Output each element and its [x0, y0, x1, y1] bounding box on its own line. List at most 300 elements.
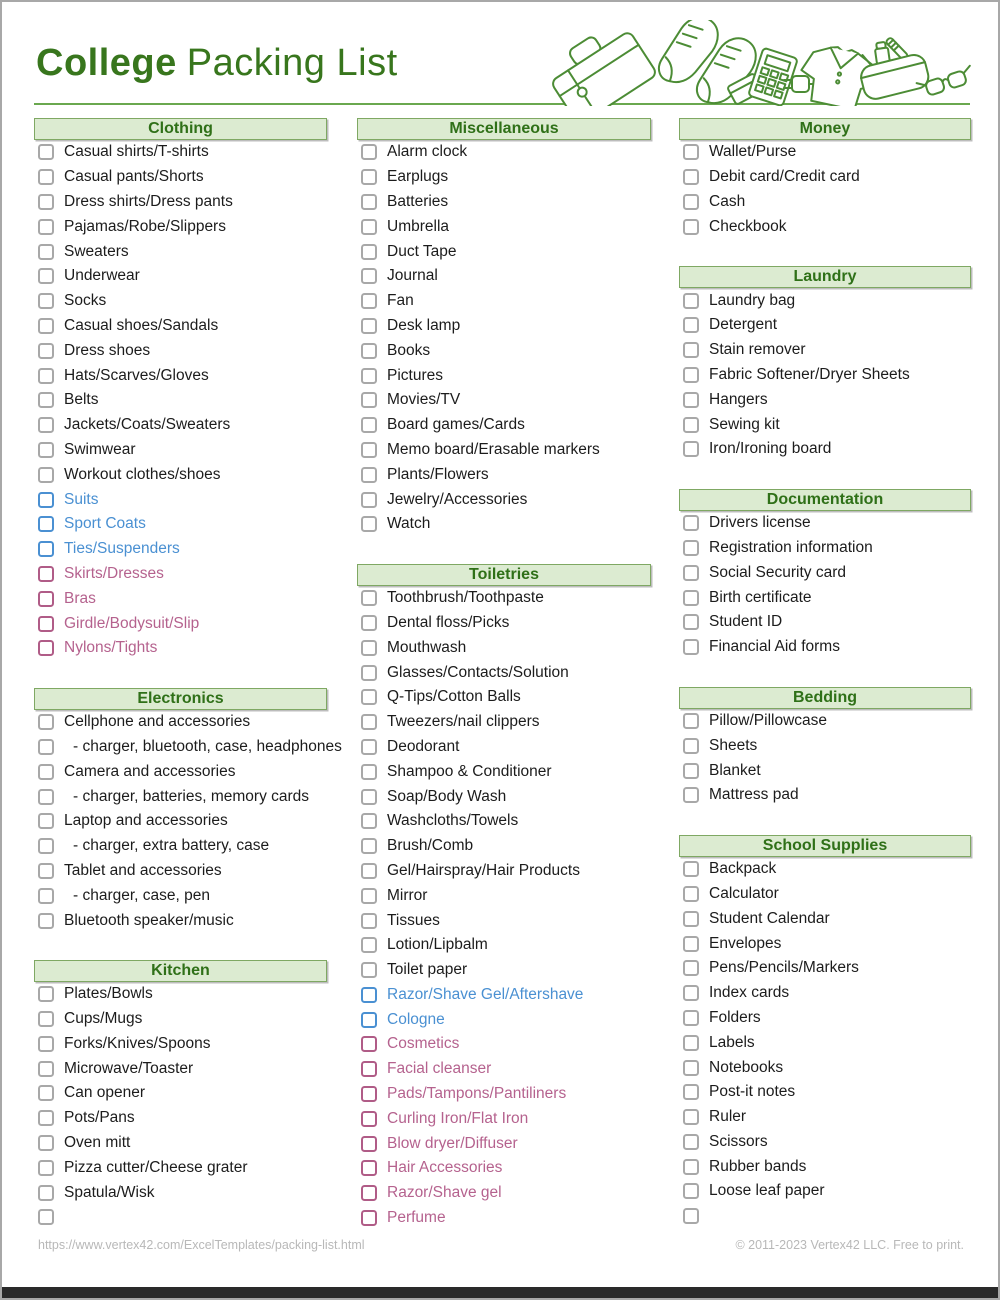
- item-label: Hair Accessories: [387, 1159, 503, 1177]
- item-label: Ruler: [709, 1108, 747, 1126]
- item-checkbox[interactable]: [361, 1036, 377, 1052]
- item-label: Scissors: [709, 1132, 768, 1150]
- item-label: Casual pants/Shorts: [64, 168, 204, 186]
- item-checkbox[interactable]: [38, 268, 54, 284]
- section-title: Laundry: [793, 268, 857, 286]
- checklist-item: [679, 437, 971, 462]
- item-checkbox[interactable]: [38, 318, 54, 334]
- item-label: Can opener: [64, 1084, 146, 1102]
- item-checkbox[interactable]: [38, 492, 54, 508]
- item-label: Batteries: [387, 192, 449, 210]
- item-checkbox[interactable]: [38, 467, 54, 483]
- item-label: Sweaters: [64, 242, 129, 260]
- item-checkbox[interactable]: [361, 244, 377, 260]
- item-checkbox[interactable]: [683, 565, 699, 581]
- item-checkbox[interactable]: [361, 937, 377, 953]
- item-checkbox[interactable]: [683, 515, 699, 531]
- section-laundry: [679, 266, 971, 462]
- item-checkbox[interactable]: [683, 1183, 699, 1199]
- checklist-item: [357, 635, 651, 660]
- item-checkbox[interactable]: [361, 987, 377, 1003]
- item-label: Lotion/Lipbalm: [387, 936, 488, 954]
- checklist-item: [357, 487, 651, 512]
- checklist-item: [357, 512, 651, 537]
- item-checkbox[interactable]: [361, 590, 377, 606]
- checklist-item: [34, 1180, 327, 1205]
- item-label: Nylons/Tights: [64, 639, 158, 657]
- checklist-item: [679, 635, 971, 660]
- item-checkbox[interactable]: [38, 913, 54, 929]
- checklist-item: [34, 982, 327, 1007]
- checklist-item: [34, 190, 327, 215]
- item-checkbox[interactable]: [683, 985, 699, 1001]
- item-checkbox[interactable]: [38, 616, 54, 632]
- item-checkbox[interactable]: [38, 244, 54, 260]
- checklist-item: [679, 536, 971, 561]
- checklist-item: [679, 1006, 971, 1031]
- item-checkbox[interactable]: [361, 219, 377, 235]
- checklist-item: [34, 611, 327, 636]
- checklist-item: [357, 883, 651, 908]
- item-label: Washcloths/Towels: [387, 812, 519, 830]
- item-label: Registration information: [709, 538, 873, 556]
- section-title: Miscellaneous: [449, 120, 559, 137]
- section-miscellaneous: [357, 118, 651, 537]
- item-checkbox[interactable]: [38, 442, 54, 458]
- checklist-item: [357, 784, 651, 809]
- item-checkbox[interactable]: [361, 665, 377, 681]
- item-label: Toilet paper: [387, 961, 468, 979]
- item-label: Mouthwash: [387, 638, 467, 656]
- item-label: Fabric Softener/Dryer Sheets: [709, 365, 910, 383]
- footer-url: https://www.vertex42.com/ExcelTemplates/packing-list.html: [38, 1238, 365, 1252]
- item-label: - charger, bluetooth, case, headphones: [73, 737, 342, 755]
- item-label: Calculator: [709, 884, 779, 902]
- page-title: [36, 42, 398, 85]
- checklist-item: [679, 956, 971, 981]
- checklist-item: [357, 611, 651, 636]
- item-checkbox[interactable]: [38, 1135, 54, 1151]
- item-checkbox[interactable]: [38, 368, 54, 384]
- item-checkbox[interactable]: [38, 1036, 54, 1052]
- checklist-item: [357, 1082, 651, 1107]
- item-label: Blanket: [709, 761, 761, 779]
- checklist-item: [34, 239, 327, 264]
- item-label: - charger, extra battery, case: [73, 837, 270, 855]
- item-checkbox[interactable]: [361, 1111, 377, 1127]
- item-checkbox[interactable]: [38, 813, 54, 829]
- item-checkbox[interactable]: [683, 540, 699, 556]
- item-label: Financial Aid forms: [709, 638, 840, 656]
- checklist-item: [679, 981, 971, 1006]
- checklist-item: [357, 586, 651, 611]
- item-checkbox[interactable]: [38, 714, 54, 730]
- checklist-item: [34, 140, 327, 165]
- item-checkbox[interactable]: [683, 936, 699, 952]
- item-label: Cologne: [387, 1010, 445, 1028]
- item-checkbox[interactable]: [38, 764, 54, 780]
- section-electronics: [34, 688, 342, 933]
- checklist-item: [679, 288, 971, 313]
- item-label: Q-Tips/Cotton Balls: [387, 688, 521, 706]
- item-checkbox[interactable]: [38, 1185, 54, 1201]
- checklist-item: [34, 809, 327, 834]
- checklist-item: [357, 140, 651, 165]
- checklist-item-empty: [34, 1205, 327, 1230]
- item-checkbox[interactable]: [361, 1160, 377, 1176]
- item-checkbox[interactable]: [361, 789, 377, 805]
- item-label: Tablet and accessories: [64, 861, 222, 879]
- item-label: Dental floss/Picks: [387, 613, 510, 631]
- item-label: Microwave/Toaster: [64, 1059, 194, 1077]
- section-kitchen: [34, 960, 327, 1230]
- footer-copyright: © 2011-2023 Vertex42 LLC. Free to print.: [735, 1238, 964, 1252]
- checklist-item: [34, 1056, 327, 1081]
- checklist-item: [357, 983, 651, 1008]
- section-title: Bedding: [793, 688, 857, 706]
- item-checkbox[interactable]: [683, 787, 699, 803]
- item-checkbox[interactable]: [38, 144, 54, 160]
- item-label: Wallet/Purse: [709, 143, 797, 161]
- item-checkbox[interactable]: [683, 1035, 699, 1051]
- checklist-item: [679, 882, 971, 907]
- item-checkbox[interactable]: [38, 343, 54, 359]
- checklist-item: [34, 314, 327, 339]
- item-label: Casual shoes/Sandals: [64, 316, 219, 334]
- item-checkbox[interactable]: [38, 863, 54, 879]
- checklist-item: [34, 1081, 327, 1106]
- item-checkbox[interactable]: [38, 392, 54, 408]
- column-middle: [357, 118, 651, 1257]
- item-checkbox[interactable]: [38, 986, 54, 1002]
- item-checkbox[interactable]: [38, 293, 54, 309]
- checklist-item: [679, 585, 971, 610]
- item-label: Birth certificate: [709, 588, 812, 606]
- item-checkbox[interactable]: [683, 886, 699, 902]
- item-label: Ties/Suspenders: [64, 540, 180, 558]
- item-checkbox[interactable]: [683, 293, 699, 309]
- item-label: Envelopes: [709, 934, 782, 952]
- checklist-item: [357, 1057, 651, 1082]
- item-label: Perfume: [387, 1209, 446, 1227]
- item-checkbox[interactable]: [361, 714, 377, 730]
- item-checkbox[interactable]: [683, 417, 699, 433]
- item-label: Duct Tape: [387, 242, 457, 260]
- checklist-item: [34, 1155, 327, 1180]
- item-label: Memo board/Erasable markers: [387, 440, 600, 458]
- checklist-item: [357, 289, 651, 314]
- item-label: Student ID: [709, 613, 783, 631]
- item-label: Pens/Pencils/Markers: [709, 959, 859, 977]
- checklist-item: [357, 834, 651, 859]
- item-checkbox[interactable]: [683, 194, 699, 210]
- item-checkbox[interactable]: [38, 516, 54, 532]
- section-header-clothing: [34, 118, 327, 140]
- item-label: Gel/Hairspray/Hair Products: [387, 861, 580, 879]
- item-checkbox[interactable]: [683, 960, 699, 976]
- item-label: Watch: [387, 515, 431, 533]
- item-label: Razor/Shave gel: [387, 1184, 502, 1202]
- item-label: - charger, case, pen: [73, 886, 210, 904]
- item-checkbox[interactable]: [38, 1110, 54, 1126]
- item-label: Camera and accessories: [64, 762, 236, 780]
- item-checkbox[interactable]: [361, 640, 377, 656]
- item-checkbox[interactable]: [361, 169, 377, 185]
- item-checkbox[interactable]: [361, 863, 377, 879]
- checklist-item: [34, 512, 327, 537]
- item-checkbox[interactable]: [361, 962, 377, 978]
- item-checkbox[interactable]: [361, 318, 377, 334]
- item-label: Belts: [64, 391, 99, 409]
- item-checkbox[interactable]: [683, 1010, 699, 1026]
- checklist-item: [357, 1181, 651, 1206]
- item-checkbox[interactable]: [683, 738, 699, 754]
- item-checkbox[interactable]: [361, 813, 377, 829]
- item-checkbox[interactable]: [683, 1109, 699, 1125]
- item-label: Umbrella: [387, 217, 450, 235]
- item-checkbox[interactable]: [361, 343, 377, 359]
- checklist-item: [34, 636, 327, 661]
- item-checkbox[interactable]: [361, 268, 377, 284]
- item-checkbox[interactable]: [683, 317, 699, 333]
- checklist-item: [357, 908, 651, 933]
- checklist-item: [679, 1030, 971, 1055]
- item-checkbox[interactable]: [683, 1060, 699, 1076]
- checklist-item: [357, 239, 651, 264]
- checklist-item: [357, 710, 651, 735]
- item-label: Jewelry/Accessories: [387, 490, 528, 508]
- item-checkbox[interactable]: [361, 467, 377, 483]
- item-label: Student Calendar: [709, 909, 830, 927]
- item-checkbox[interactable]: [38, 739, 54, 755]
- item-checkbox[interactable]: [683, 1208, 699, 1224]
- checklist-item: [357, 214, 651, 239]
- item-label: Pajamas/Robe/Slippers: [64, 217, 226, 235]
- checklist-item: [34, 438, 327, 463]
- item-checkbox[interactable]: [683, 441, 699, 457]
- item-label: Desk lamp: [387, 316, 461, 334]
- section-bedding: [679, 687, 971, 808]
- item-checkbox[interactable]: [683, 614, 699, 630]
- item-label: Casual shirts/T-shirts: [64, 143, 209, 161]
- item-checkbox[interactable]: [683, 392, 699, 408]
- checklist-item: [679, 709, 971, 734]
- section-toiletries: [357, 564, 651, 1231]
- item-label: Iron/Ironing board: [709, 440, 832, 458]
- item-checkbox[interactable]: [38, 838, 54, 854]
- item-checkbox[interactable]: [38, 566, 54, 582]
- item-checkbox[interactable]: [38, 591, 54, 607]
- item-checkbox[interactable]: [38, 1061, 54, 1077]
- checklist-item: [679, 511, 971, 536]
- checklist-item: [357, 1007, 651, 1032]
- section-header-bedding: [679, 687, 971, 709]
- item-checkbox[interactable]: [361, 615, 377, 631]
- item-checkbox[interactable]: [361, 516, 377, 532]
- item-label: Board games/Cards: [387, 416, 525, 434]
- checklist-item: [679, 931, 971, 956]
- section-title: Toiletries: [469, 565, 539, 583]
- section-header-money: [679, 118, 971, 140]
- item-checkbox[interactable]: [38, 1085, 54, 1101]
- checklist-item: [34, 586, 327, 611]
- checklist-electronics: [34, 710, 342, 933]
- item-label: Tweezers/nail clippers: [387, 713, 540, 731]
- item-checkbox[interactable]: [683, 861, 699, 877]
- item-label: Loose leaf paper: [709, 1182, 825, 1200]
- item-label: Alarm clock: [387, 143, 468, 161]
- checklist-item: [34, 363, 327, 388]
- checklist-item: [679, 1055, 971, 1080]
- item-label: Post-it notes: [709, 1083, 796, 1101]
- item-checkbox[interactable]: [683, 1159, 699, 1175]
- item-label: Pads/Tampons/Pantiliners: [387, 1085, 567, 1103]
- checklist-item: [679, 1154, 971, 1179]
- item-label: Cups/Mugs: [64, 1010, 143, 1028]
- item-checkbox[interactable]: [361, 194, 377, 210]
- item-checkbox[interactable]: [361, 1185, 377, 1201]
- item-checkbox[interactable]: [361, 913, 377, 929]
- item-checkbox[interactable]: [38, 541, 54, 557]
- section-title: Clothing: [148, 120, 213, 137]
- item-checkbox[interactable]: [361, 739, 377, 755]
- item-checkbox[interactable]: [361, 368, 377, 384]
- checklist-item: [34, 1032, 327, 1057]
- checklist-item: [357, 462, 651, 487]
- item-checkbox[interactable]: [361, 1136, 377, 1152]
- checklist-item: [34, 834, 327, 859]
- item-checkbox[interactable]: [361, 838, 377, 854]
- item-checkbox[interactable]: [361, 888, 377, 904]
- item-checkbox[interactable]: [683, 763, 699, 779]
- item-checkbox[interactable]: [38, 1209, 54, 1225]
- item-label: Plants/Flowers: [387, 465, 489, 483]
- item-checkbox[interactable]: [361, 293, 377, 309]
- item-checkbox[interactable]: [683, 639, 699, 655]
- item-checkbox[interactable]: [361, 689, 377, 705]
- item-checkbox[interactable]: [361, 1210, 377, 1226]
- item-checkbox[interactable]: [683, 911, 699, 927]
- checklist-item: [34, 908, 327, 933]
- item-label: Deodorant: [387, 737, 460, 755]
- item-checkbox[interactable]: [683, 713, 699, 729]
- item-label: Notebooks: [709, 1058, 784, 1076]
- item-checkbox[interactable]: [38, 169, 54, 185]
- section-header-miscellaneous: [357, 118, 651, 140]
- item-checkbox[interactable]: [683, 144, 699, 160]
- item-label: Social Security card: [709, 563, 846, 581]
- checklist-item: [679, 906, 971, 931]
- item-label: Hats/Scarves/Gloves: [64, 366, 209, 384]
- item-label: Books: [387, 341, 431, 359]
- checklist-item: [34, 859, 327, 884]
- checklist-item: [357, 413, 651, 438]
- item-checkbox[interactable]: [683, 367, 699, 383]
- section-header-toiletries: [357, 564, 651, 586]
- item-checkbox[interactable]: [361, 492, 377, 508]
- checklist-item-empty: [679, 1204, 971, 1229]
- checklist-item: [357, 190, 651, 215]
- item-label: Facial cleanser: [387, 1060, 492, 1078]
- item-checkbox[interactable]: [683, 590, 699, 606]
- item-label: Suits: [64, 490, 99, 508]
- item-checkbox[interactable]: [361, 1012, 377, 1028]
- item-checkbox[interactable]: [361, 392, 377, 408]
- checklist-item: [357, 809, 651, 834]
- item-label: Socks: [64, 292, 107, 310]
- item-label: Underwear: [64, 267, 140, 285]
- item-checkbox[interactable]: [361, 1061, 377, 1077]
- checklist-item: [34, 462, 327, 487]
- item-checkbox[interactable]: [361, 417, 377, 433]
- checklist-clothing: [34, 140, 327, 661]
- item-checkbox[interactable]: [683, 219, 699, 235]
- item-checkbox[interactable]: [683, 1134, 699, 1150]
- item-checkbox[interactable]: [683, 342, 699, 358]
- checklist-item: [34, 338, 327, 363]
- item-label: Mirror: [387, 886, 428, 904]
- checklist-item: [679, 165, 971, 190]
- checklist-item: [357, 264, 651, 289]
- item-label: Journal: [387, 267, 438, 285]
- checklist-item: [679, 1179, 971, 1204]
- item-checkbox[interactable]: [38, 888, 54, 904]
- checklist-item: [679, 857, 971, 882]
- item-checkbox[interactable]: [361, 442, 377, 458]
- item-label: Drivers license: [709, 514, 811, 532]
- checklist-toiletries: [357, 586, 651, 1231]
- title-college: College: [36, 42, 177, 84]
- checklist-item: [357, 1206, 651, 1231]
- checklist-item: [679, 783, 971, 808]
- item-checkbox[interactable]: [38, 789, 54, 805]
- item-label: Backpack: [709, 860, 777, 878]
- item-checkbox[interactable]: [361, 144, 377, 160]
- checklist-item: [679, 560, 971, 585]
- item-checkbox[interactable]: [38, 1160, 54, 1176]
- item-checkbox[interactable]: [361, 1086, 377, 1102]
- item-checkbox[interactable]: [38, 640, 54, 656]
- checklist-item: [679, 313, 971, 338]
- item-label: Shampoo & Conditioner: [387, 762, 552, 780]
- checklist-item: [357, 685, 651, 710]
- item-checkbox[interactable]: [38, 417, 54, 433]
- item-checkbox[interactable]: [683, 1084, 699, 1100]
- checklist-money: [679, 140, 971, 239]
- checklist-documentation: [679, 511, 971, 660]
- item-label: Brush/Comb: [387, 837, 474, 855]
- item-checkbox[interactable]: [38, 194, 54, 210]
- checklist-item: [34, 1106, 327, 1131]
- item-checkbox[interactable]: [683, 169, 699, 185]
- checklist-item: [679, 338, 971, 363]
- section-money: [679, 118, 971, 239]
- checklist-item: [679, 1130, 971, 1155]
- item-label: Dress shoes: [64, 341, 151, 359]
- item-label: Dress shirts/Dress pants: [64, 192, 233, 210]
- item-label: Tissues: [387, 911, 440, 929]
- item-checkbox[interactable]: [38, 219, 54, 235]
- item-label: Cosmetics: [387, 1035, 460, 1053]
- section-header-school-supplies: [679, 835, 971, 857]
- item-checkbox[interactable]: [38, 1011, 54, 1027]
- item-label: Plates/Bowls: [64, 985, 153, 1003]
- item-label: Labels: [709, 1033, 755, 1051]
- checklist-item: [357, 338, 651, 363]
- checklist-item: [679, 758, 971, 783]
- item-checkbox[interactable]: [361, 764, 377, 780]
- item-label: Fan: [387, 292, 414, 310]
